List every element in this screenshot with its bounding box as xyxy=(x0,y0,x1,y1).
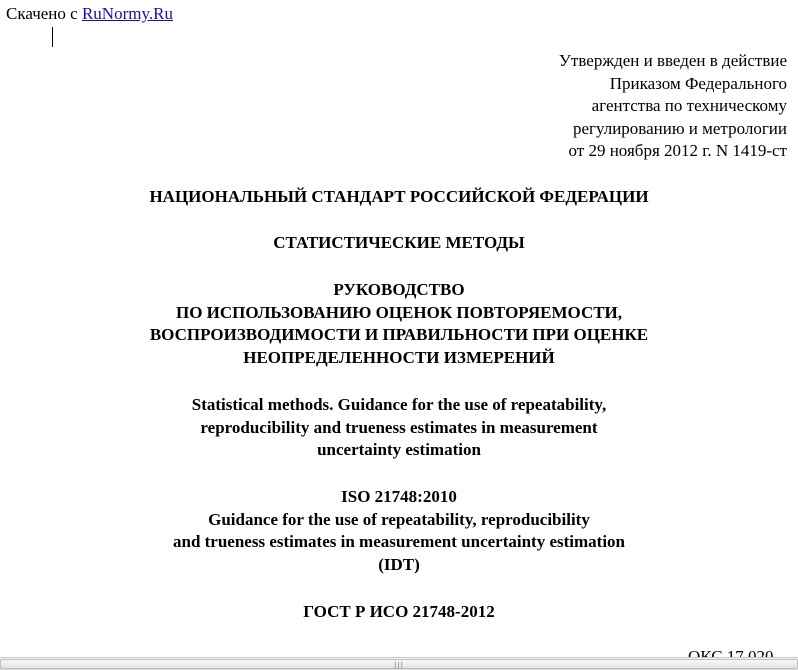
gost-number xyxy=(0,601,798,624)
guide-title-line: РУКОВОДСТВО xyxy=(333,280,465,299)
approval-block xyxy=(559,50,787,163)
guide-title xyxy=(0,279,798,369)
english-title-line: reproducibility and trueness estimates in measurement xyxy=(200,417,598,437)
guide-title-line: НЕОПРЕДЕЛЕННОСТИ ИЗМЕРЕНИЙ xyxy=(243,347,555,367)
scroll-grip-icon: ||| xyxy=(393,661,405,669)
source-prefix: Скачено с xyxy=(6,4,82,23)
subject-title-text: СТАТИСТИЧЕСКИЕ МЕТОДЫ xyxy=(273,233,525,252)
horizontal-scrollbar[interactable] xyxy=(0,657,798,670)
approval-line: Приказом Федерального xyxy=(609,73,787,93)
english-title xyxy=(0,394,798,462)
guide-title-line: ВОСПРОИЗВОДИМОСТИ И ПРАВИЛЬНОСТИ ПРИ ОЦЕНКЕ xyxy=(149,325,649,344)
iso-reference-line: ISO 21748:2010 xyxy=(341,487,457,506)
approval-line: агентства по техническому xyxy=(591,96,787,115)
source-link[interactable]: RuNormy.Ru xyxy=(81,4,173,23)
guide-title-line: ПО ИСПОЛЬЗОВАНИЮ ОЦЕНОК ПОВТОРЯЕМОСТИ, xyxy=(175,302,623,322)
approval-line: регулированию и метрологии xyxy=(572,118,787,138)
national-standard-title xyxy=(0,186,798,209)
subject-title xyxy=(0,232,798,255)
gost-number-text: ГОСТ Р ИСО 21748-2012 xyxy=(303,602,495,621)
source-line xyxy=(6,4,173,24)
english-title-line: Statistical methods. Guidance for the use of repeatability, xyxy=(191,395,607,414)
iso-reference-line: (IDT) xyxy=(378,554,420,574)
iso-reference-line: and trueness estimates in measurement uncertainty estimation xyxy=(172,532,626,551)
iso-reference xyxy=(0,486,798,576)
iso-reference-line: Guidance for the use of repeatability, reproducibility xyxy=(208,509,590,529)
approval-line: Утвержден и введен в действие xyxy=(558,51,787,70)
text-cursor xyxy=(52,27,53,47)
approval-line: от 29 ноября 2012 г. N 1419-ст xyxy=(568,141,787,160)
english-title-line: uncertainty estimation xyxy=(317,440,481,459)
scrollbar-thumb[interactable] xyxy=(0,659,798,669)
national-standard-title-text: НАЦИОНАЛЬНЫЙ СТАНДАРТ РОССИЙСКОЙ ФЕДЕРАЦИИ xyxy=(149,187,649,206)
